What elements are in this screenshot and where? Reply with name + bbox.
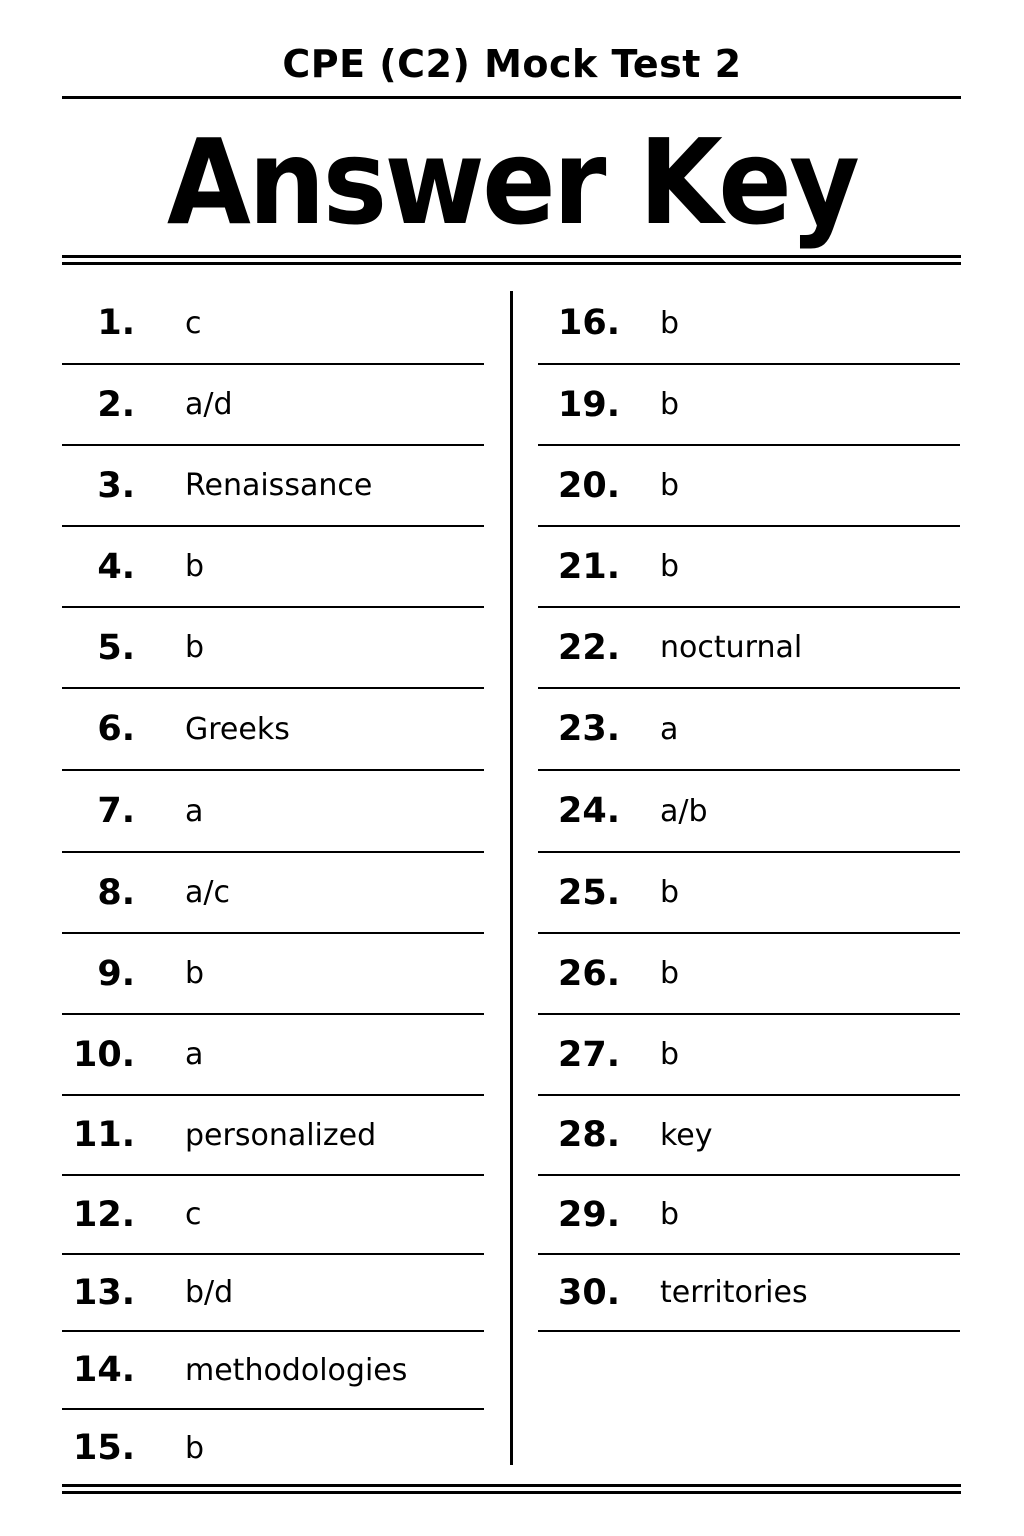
answer-row (538, 365, 960, 446)
header-double-rule (62, 255, 961, 265)
answer-text: b/d (185, 1275, 234, 1310)
answer-row (538, 1255, 960, 1332)
subtitle-rule (62, 96, 961, 99)
answer-text: b (660, 1197, 680, 1232)
answer-row (62, 1096, 484, 1176)
question-number: 19. (557, 384, 620, 425)
answer-text: b (185, 1430, 205, 1466)
question-number: 20. (557, 465, 620, 506)
answer-column-right (538, 283, 960, 1332)
answer-text: Renaissance (185, 468, 373, 503)
answer-text: b (185, 549, 205, 584)
question-number: 25. (557, 872, 620, 913)
question-number: 1. (97, 303, 135, 343)
answer-row (62, 608, 484, 689)
answer-row (538, 1096, 960, 1176)
answer-row (538, 1176, 960, 1255)
answer-row (538, 771, 960, 853)
answer-row (538, 446, 960, 527)
page-title: Answer Key (166, 113, 858, 251)
question-number: 11. (72, 1115, 135, 1155)
question-number: 13. (72, 1272, 135, 1313)
answer-row (538, 934, 960, 1015)
answer-row (62, 1015, 484, 1096)
question-number: 4. (97, 546, 135, 587)
answer-row (62, 1255, 484, 1332)
question-number: 16. (557, 303, 620, 343)
answer-column-left (62, 283, 484, 1486)
answer-text: key (660, 1117, 713, 1153)
answer-text: b (660, 875, 680, 910)
answer-text: a (185, 1037, 204, 1072)
question-number: 15. (72, 1428, 135, 1468)
answer-text: nocturnal (660, 630, 803, 665)
question-number: 14. (72, 1350, 135, 1390)
question-number: 23. (557, 709, 620, 749)
question-number: 2. (97, 384, 135, 425)
question-number: 5. (97, 627, 135, 668)
question-number: 29. (557, 1194, 620, 1235)
answer-text: personalized (185, 1117, 377, 1153)
answer-text: a (660, 711, 679, 747)
answer-text: b (660, 1037, 680, 1072)
answer-text: territories (660, 1275, 808, 1310)
question-number: 7. (97, 791, 135, 831)
answer-row (538, 1015, 960, 1096)
question-number: 12. (72, 1194, 135, 1235)
column-divider (510, 291, 513, 1465)
question-number: 24. (557, 791, 620, 831)
answer-row (62, 1176, 484, 1255)
answer-row (62, 771, 484, 853)
question-number: 3. (97, 465, 135, 506)
footer-double-rule (62, 1484, 961, 1494)
answer-row (538, 608, 960, 689)
page-subtitle: CPE (C2) Mock Test 2 (282, 42, 742, 86)
question-number: 27. (557, 1034, 620, 1075)
answer-text: methodologies (185, 1352, 408, 1388)
question-number: 9. (97, 953, 135, 994)
question-number: 26. (557, 953, 620, 994)
answer-text: c (185, 305, 202, 341)
answer-text: b (185, 956, 205, 991)
answer-text: Greeks (185, 711, 290, 747)
answer-row (62, 527, 484, 608)
answer-text: b (660, 387, 680, 422)
answer-row (538, 527, 960, 608)
answer-row (62, 446, 484, 527)
answer-text: a/c (185, 875, 230, 910)
answer-text: a/b (660, 793, 708, 829)
question-number: 30. (557, 1272, 620, 1313)
answer-row (538, 853, 960, 934)
answer-text: a/d (185, 387, 233, 422)
answer-text: b (660, 468, 680, 503)
question-number: 8. (97, 872, 135, 913)
answer-row (538, 283, 960, 365)
answer-row (538, 689, 960, 771)
answer-text: c (185, 1197, 202, 1232)
answer-text: b (660, 956, 680, 991)
answer-text: b (660, 549, 680, 584)
answer-row (62, 853, 484, 934)
question-number: 22. (557, 627, 620, 668)
answer-text: a (185, 793, 204, 829)
answer-row (62, 283, 484, 365)
question-number: 28. (557, 1115, 620, 1155)
answer-row (62, 934, 484, 1015)
answer-row (62, 1332, 484, 1410)
answer-row (62, 689, 484, 771)
question-number: 21. (557, 546, 620, 587)
answer-text: b (660, 305, 680, 341)
answer-row (62, 1410, 484, 1486)
answer-row (62, 365, 484, 446)
answer-text: b (185, 630, 205, 665)
question-number: 6. (97, 709, 135, 749)
question-number: 10. (72, 1034, 135, 1075)
